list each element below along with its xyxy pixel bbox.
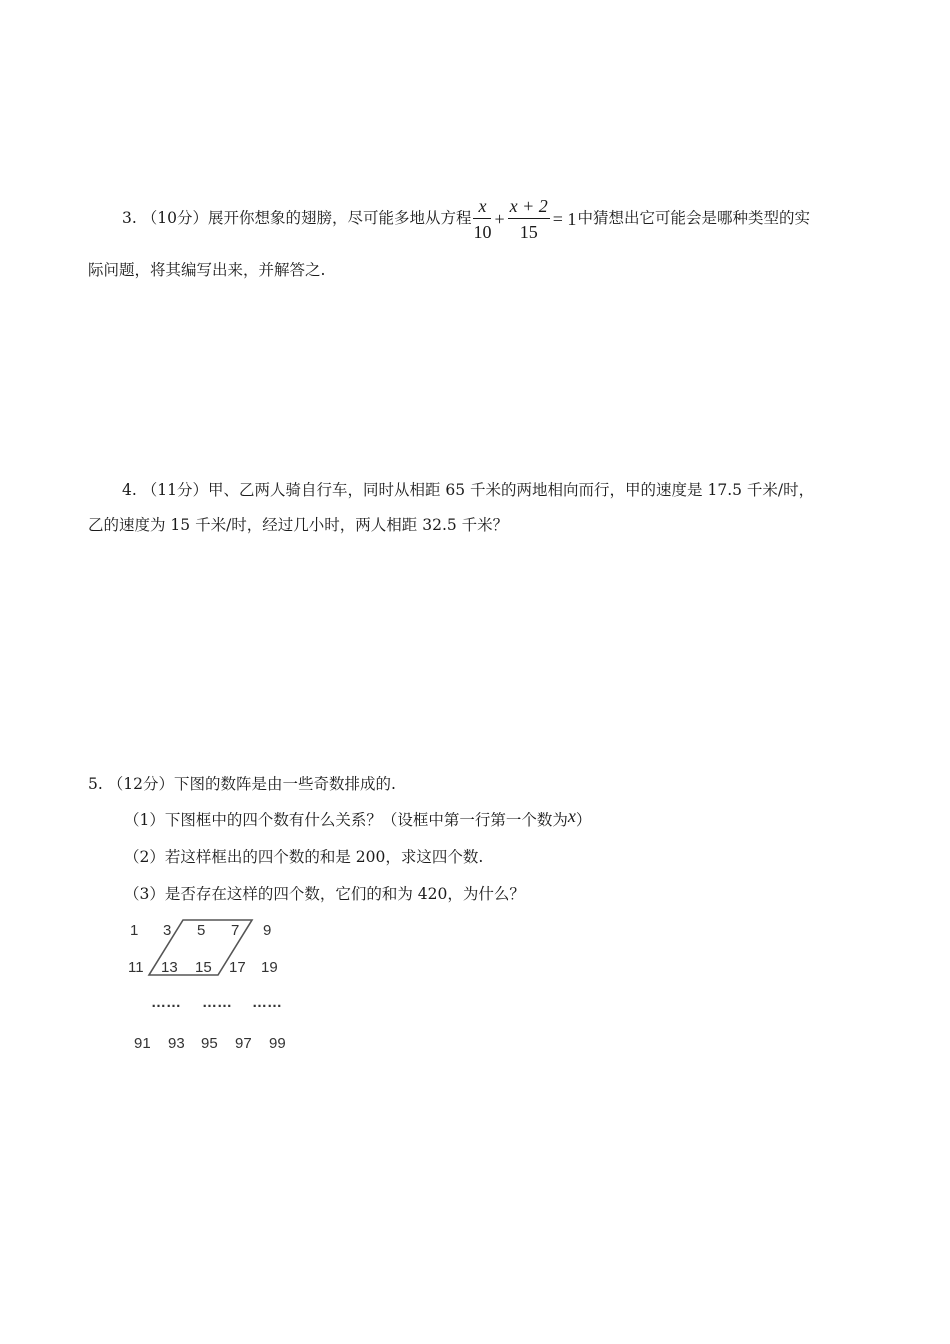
q5-sub1-suffix: ）	[575, 811, 592, 829]
grid-cell: 9	[263, 922, 272, 939]
q3-number: 3.	[122, 209, 137, 227]
grid-cell: 93	[168, 1035, 185, 1052]
q4-line1-text: 甲、乙两人骑自行车，同时从相距 65 千米的两地相向而行，甲的速度是 17.5 千米/时，	[207, 481, 815, 499]
q3-plus: +	[494, 209, 505, 229]
q5-points: （12分）	[107, 775, 174, 793]
q3-frac2-numerator: x + 2	[508, 197, 550, 219]
q4-points: （11分）	[141, 481, 208, 499]
q5-sub1-prefix: （1）下图框中的四个数有什么关系？（设框中第一行第一个数为	[124, 811, 568, 829]
grid-cell: 99	[269, 1035, 286, 1052]
q4-line2: 乙的速度为 15 千米/时，经过几小时，两人相距 32.5 千米？	[88, 516, 509, 534]
grid-cell: 11	[128, 959, 144, 976]
q5-sub1-var: x	[567, 806, 576, 826]
q3-line2: 际问题，将其编写出来，并解答之.	[88, 261, 326, 279]
grid-ellipsis: ……	[202, 994, 232, 1011]
grid-cell: 17	[229, 959, 246, 976]
q5-intro: 下图的数阵是由一些奇数排成的.	[173, 775, 396, 793]
q3-frac1-numerator: x	[473, 197, 491, 219]
grid-cell: 15	[195, 959, 212, 976]
q5-number: 5.	[88, 775, 103, 793]
grid-cell: 1	[130, 922, 139, 939]
q3-equals-rhs: = 1	[552, 209, 577, 229]
q5-sub3: （3）是否存在这样的四个数，它们的和为 420，为什么？	[124, 885, 525, 903]
grid-cell: 13	[161, 959, 178, 976]
grid-cell: 19	[261, 959, 278, 976]
q3-text-before: 展开你想象的翅膀，尽可能多地从方程	[207, 209, 472, 227]
grid-cell: 3	[163, 922, 172, 939]
grid-ellipsis: ……	[151, 994, 181, 1011]
q3-frac1-denominator: 10	[473, 222, 492, 242]
q3-text-after: 中猜想出它可能会是哪种类型的实	[577, 209, 810, 227]
q4-number: 4.	[122, 481, 137, 499]
grid-ellipsis: ……	[252, 994, 282, 1011]
grid-cell: 95	[201, 1035, 218, 1052]
grid-cell: 91	[134, 1035, 151, 1052]
grid-cell: 97	[235, 1035, 252, 1052]
q5-sub2: （2）若这样框出的四个数的和是 200，求这四个数.	[124, 848, 484, 866]
q3-frac2-denominator: 15	[519, 222, 538, 242]
grid-cell: 5	[197, 922, 206, 939]
grid-cell: 7	[231, 922, 240, 939]
q3-points: （10分）	[141, 209, 208, 227]
